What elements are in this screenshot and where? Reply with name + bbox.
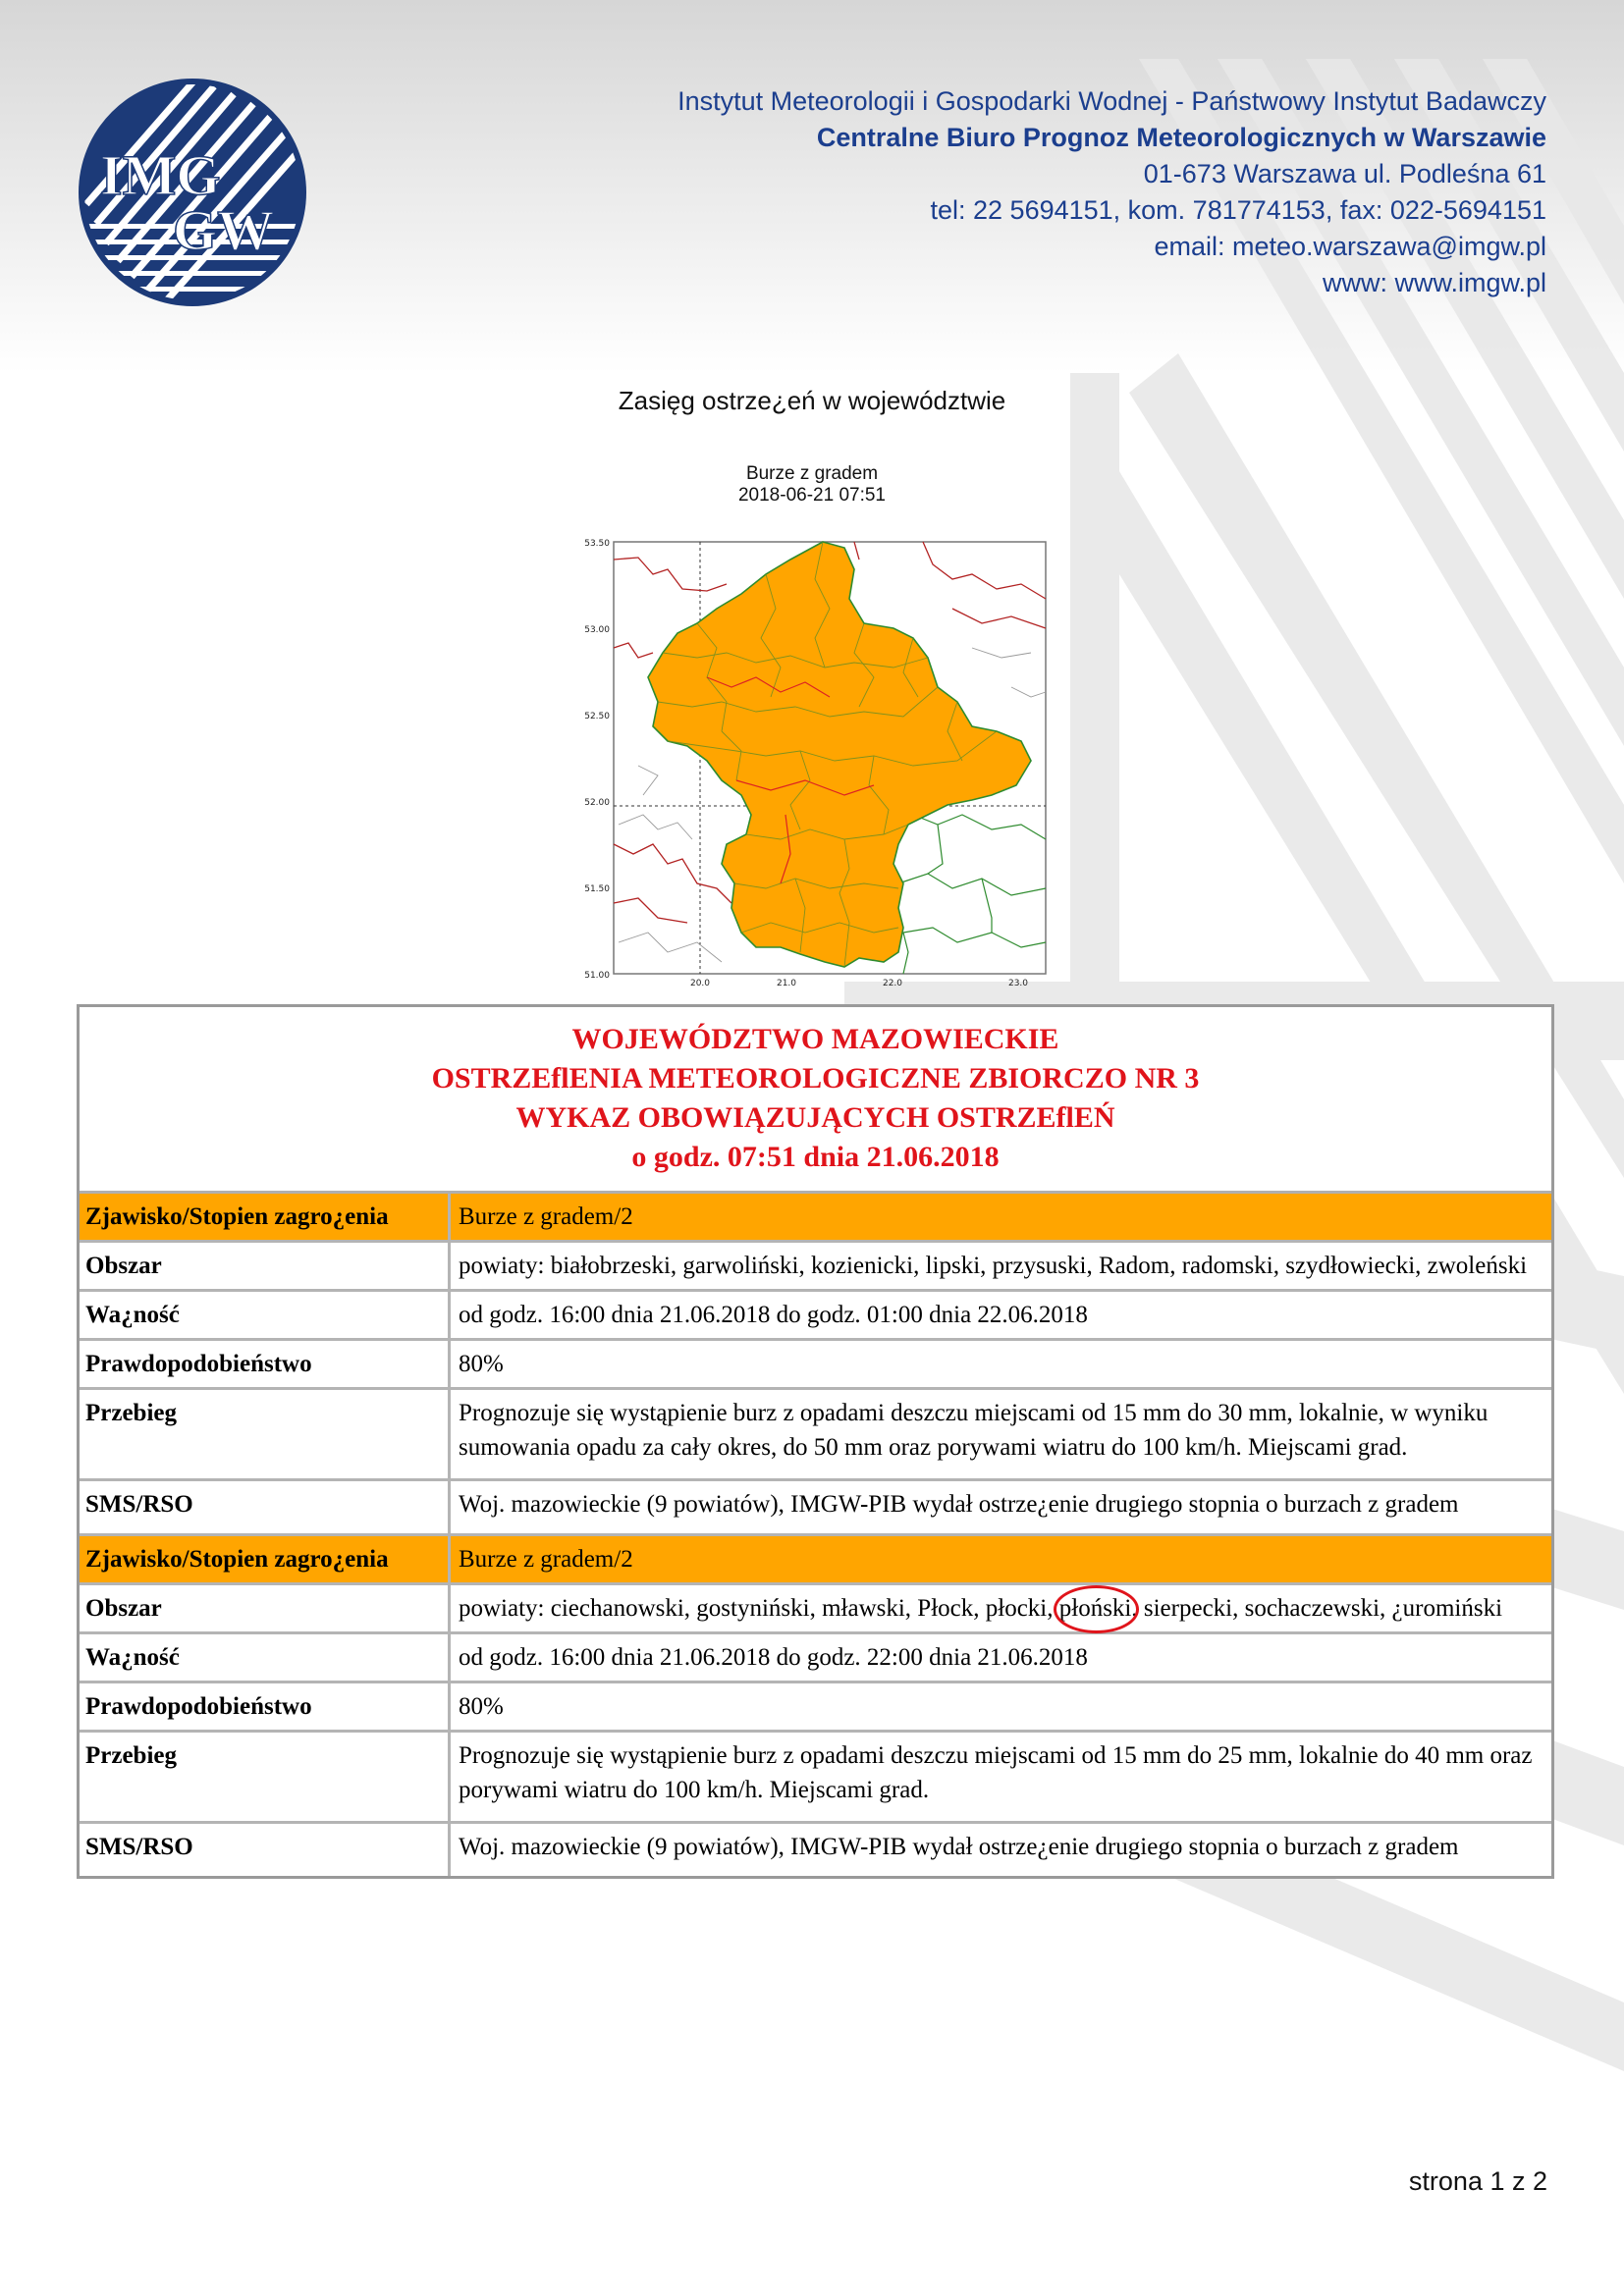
- imgw-logo: [77, 77, 308, 308]
- sms-row: [80, 1824, 1551, 1876]
- organization-address: [677, 83, 1546, 301]
- map-timestamp: 2018-06-21 07:51: [737, 485, 886, 506]
- sms-value: Woj. mazowieckie (9 powiatów), IMGW-PIB wydał ostrze¿enie drugiego stopnia o burzach z gradem: [459, 1834, 1459, 1860]
- validity-row: [80, 1292, 1551, 1341]
- hazard-row: [80, 1194, 1551, 1243]
- course-row: [80, 1733, 1551, 1824]
- svg-text:IMG: IMG: [100, 143, 221, 207]
- validity-value: od godz. 16:00 dnia 21.06.2018 do godz. 01:00 dnia 22.06.2018: [459, 1302, 1088, 1328]
- sms-value: Woj. mazowieckie (9 powiatów), IMGW-PIB wydał ostrze¿enie drugiego stopnia o burzach z gradem: [459, 1491, 1459, 1518]
- map-heading: Zasięg ostrze¿eń w województwie: [618, 386, 1006, 415]
- y-tick-label: 53.00: [584, 625, 610, 635]
- probability-row: [80, 1341, 1551, 1390]
- org-email: email: meteo.warszawa@imgw.pl: [1154, 232, 1546, 261]
- warning-title-region: WOJEWÓDZTWO MAZOWIECKIE: [571, 1023, 1059, 1055]
- y-tick-label: 51.50: [584, 884, 610, 894]
- org-name: Instytut Meteorologii i Gospodarki Wodnej - Państwowy Instytut Badawczy: [677, 86, 1546, 116]
- org-department: Centralne Biuro Prognoz Meteorologicznych w Warszawie: [816, 123, 1546, 152]
- area-value: powiaty: białobrzeski, garwoliński, kozienicki, lipski, przysuski, Radom, radomski, szydłowiecki, zwoleński: [459, 1253, 1528, 1279]
- sms-label: SMS/RSO: [80, 1481, 451, 1533]
- course-value: Prognozuje się wystąpienie burz z opadami deszczu miejscami od 15 mm do 30 mm, lokalnie, w wyniku sumowania opadu za cały okres, do 50 mm oraz porywami wiatru do 100 km/h. Miejscami grad.: [459, 1400, 1489, 1461]
- warning-title-list: WYKAZ OBOWIĄZUJĄCYCH OSTRZEflEŃ: [515, 1101, 1115, 1134]
- y-tick-label: 53.50: [584, 539, 610, 549]
- y-tick-label: 52.00: [584, 798, 610, 808]
- area-text-end: , sierpecki, sochaczewski, ¿uromiński: [1131, 1595, 1503, 1622]
- warning-title-time: o godz. 07:51 dnia 21.06.2018: [631, 1141, 1000, 1173]
- probability-label: Prawdopodobieństwo: [80, 1683, 451, 1730]
- org-phone: tel: 22 5694151, kom. 781774153, fax: 022-5694151: [930, 195, 1546, 225]
- validity-row: [80, 1634, 1551, 1683]
- area-value: [451, 1585, 1551, 1631]
- x-tick-label: 21.0: [776, 979, 797, 988]
- probability-value: 80%: [459, 1693, 504, 1720]
- area-text-start: powiaty: ciechanowski, gostyniński, mławski, Płock, płocki,: [459, 1595, 1059, 1622]
- warning-title: [80, 1007, 1551, 1194]
- org-street: 01-673 Warszawa ul. Podleśna 61: [1143, 159, 1546, 188]
- hazard-label: Zjawisko/Stopien zagro¿enia: [80, 1536, 451, 1582]
- map-title-block: [0, 463, 1624, 507]
- probability-value: 80%: [459, 1351, 504, 1377]
- warning-map: [560, 530, 1070, 991]
- y-tick-label: 51.00: [584, 971, 610, 981]
- warning-title-summary: OSTRZEflENIA METEOROLOGICZNE ZBIORCZO NR 3: [431, 1062, 1200, 1095]
- circled-county-annotation: płoński: [1059, 1591, 1132, 1626]
- hazard-value: Burze z gradem/2: [459, 1203, 633, 1230]
- area-label: Obszar: [80, 1585, 451, 1631]
- map-title: Burze z gradem: [745, 463, 879, 484]
- hazard-label: Zjawisko/Stopien zagro¿enia: [80, 1194, 451, 1240]
- course-label: Przebieg: [80, 1733, 451, 1821]
- svg-text:GW: GW: [173, 198, 275, 262]
- course-row: [80, 1390, 1551, 1481]
- probability-label: Prawdopodobieństwo: [80, 1341, 451, 1387]
- hazard-value: Burze z gradem/2: [459, 1546, 633, 1573]
- x-tick-label: 22.0: [882, 979, 903, 988]
- hazard-row: [80, 1536, 1551, 1585]
- course-value: Prognozuje się wystąpienie burz z opadami deszczu miejscami od 15 mm do 25 mm, lokalnie do 40 mm oraz porywami wiatru do 100 km/h. Miejscami grad.: [459, 1742, 1533, 1803]
- page-number: strona 1 z 2: [1408, 2166, 1547, 2196]
- probability-row: [80, 1683, 1551, 1733]
- sms-row: [80, 1481, 1551, 1536]
- y-tick-label: 52.50: [584, 712, 610, 721]
- x-tick-label: 20.0: [689, 979, 711, 988]
- validity-value: od godz. 16:00 dnia 21.06.2018 do godz. 22:00 dnia 21.06.2018: [459, 1644, 1088, 1671]
- area-label: Obszar: [80, 1243, 451, 1289]
- area-row: [80, 1243, 1551, 1292]
- warning-table: [77, 1004, 1554, 1879]
- validity-label: Wa¿ność: [80, 1634, 451, 1681]
- course-label: Przebieg: [80, 1390, 451, 1478]
- x-tick-label: 23.0: [1007, 979, 1029, 988]
- area-row: [80, 1585, 1551, 1634]
- org-website: www: www.imgw.pl: [1322, 268, 1546, 297]
- validity-label: Wa¿ność: [80, 1292, 451, 1338]
- sms-label: SMS/RSO: [80, 1824, 451, 1876]
